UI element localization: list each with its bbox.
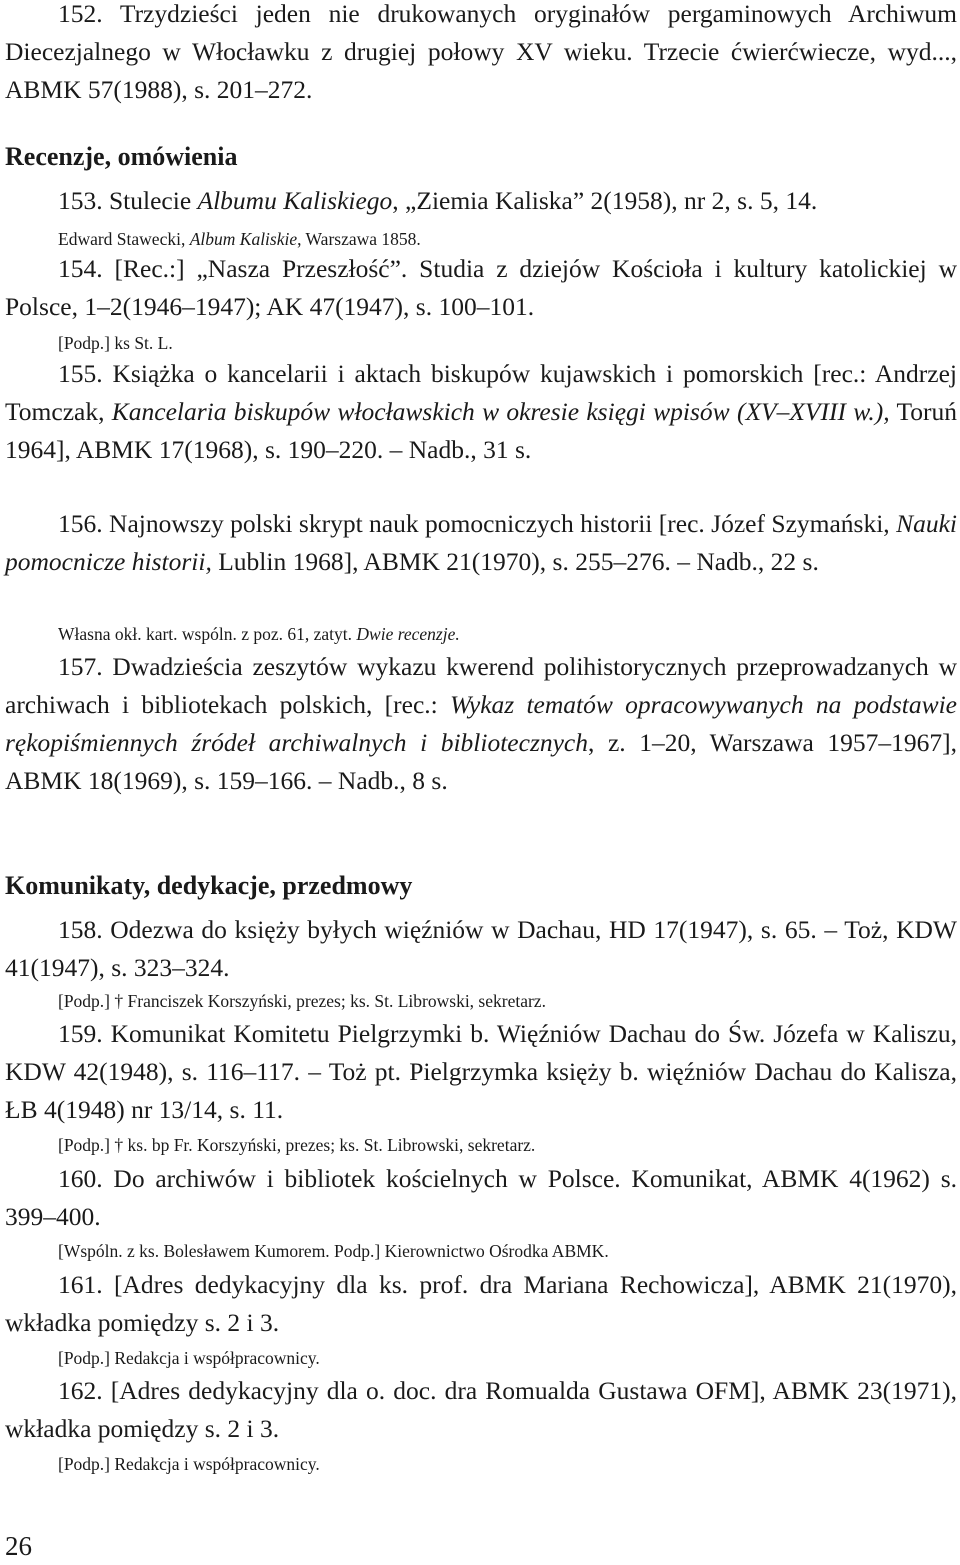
entry-text-italic: Nauki pomocnicze historii, [5, 509, 957, 576]
entry-155 [5, 355, 957, 469]
entry-number: 155. [58, 359, 103, 388]
section-heading-komunikaty: Komunikaty, dedykacje, przedmowy [5, 871, 413, 900]
page-number: 26 [5, 1531, 32, 1561]
entry-number: 152. [58, 0, 103, 28]
entry-text-italic: Albumu Kaliskiego [197, 186, 393, 215]
section-heading-recenzje: Recenzje, omówienia [5, 142, 238, 171]
entry-158 [5, 911, 957, 987]
entry-162 [5, 1372, 957, 1448]
entry-text-pre: Książka o kancelarii i aktach biskupów kujawskich i pomorskich [rec.: Andrzej Tomczak, [5, 359, 957, 426]
note-154: [Podp.] ks St. L. [58, 333, 173, 353]
entry-154 [5, 250, 957, 326]
note-text-post: , Warszawa 1858. [297, 229, 421, 249]
entry-text-post: Lublin 1968], ABMK 21(1970), s. 255–276. – Nadb., 22 s. [211, 547, 819, 576]
entry-161 [5, 1266, 957, 1342]
entry-number: 162. [58, 1376, 103, 1405]
entry-text: Trzydzieści jeden nie drukowanych oryginałów pergaminowych Archiwum Diecezjalnego w Włocławku z drugiej połowy XV wieku. Trzecie ćwierćwiecze, wyd..., ABMK 57(1988), s. 201–272. [5, 0, 957, 104]
note-159: [Podp.] † ks. bp Fr. Korszyński, prezes; ks. St. Librowski, sekretarz. [58, 1135, 536, 1155]
entry-number: 160. [58, 1164, 103, 1193]
entry-153 [5, 182, 957, 220]
entry-156 [5, 505, 957, 581]
note-text-pre: Własna okł. kart. wspóln. z poz. 61, zatyt. [58, 624, 357, 644]
entry-text-pre: Najnowszy polski skrypt nauk pomocniczych historii [rec. Józef Szymański, [109, 509, 897, 538]
note-text-italic: Dwie recenzje. [356, 624, 460, 644]
note-161: [Podp.] Redakcja i współpracownicy. [58, 1348, 320, 1368]
entry-text: Odezwa do księży byłych więźniów w Dachau, HD 17(1947), s. 65. – Toż, KDW 41(1947), s. 323–324. [5, 915, 957, 982]
entry-152 [5, 0, 957, 109]
entry-160 [5, 1160, 957, 1236]
note-158: [Podp.] † Franciszek Korszyński, prezes; ks. St. Librowski, sekretarz. [58, 991, 546, 1011]
entry-text: [Adres dedykacyjny dla o. doc. dra Romualda Gustawa OFM], ABMK 23(1971), wkładka pomiędzy s. 2 i 3. [5, 1376, 957, 1443]
entry-number: 154. [58, 254, 103, 283]
entry-text-post: , „Ziemia Kaliska” 2(1958), nr 2, s. 5, 14. [392, 186, 818, 215]
entry-number: 161. [58, 1270, 103, 1299]
entry-text: Komunikat Komitetu Pielgrzymki b. Więźniów Dachau do Św. Józefa w Kaliszu, KDW 42(1948), s. 116–117. – Toż pt. Pielgrzymka księży b. więźniów Dachau do Kalisza, ŁB 4(1948) nr 13/14, s. 11. [5, 1019, 957, 1124]
entry-number: 156. [58, 509, 103, 538]
note-text-italic: Album Kaliskie [189, 229, 298, 249]
note-160: [Wspóln. z ks. Bolesławem Kumorem. Podp.] Kierownictwo Ośrodka ABMK. [58, 1241, 609, 1261]
entry-text-italic: Wykaz tematów opracowywanych na podstawie rękopiśmiennych źródeł archiwalnych i bibliotecznych [5, 690, 957, 757]
entry-text: Do archiwów i bibliotek kościelnych w Polsce. Komunikat, ABMK 4(1962) s. 399–400. [5, 1164, 957, 1231]
entry-text: [Rec.:] „Nasza Przeszłość”. Studia z dziejów Kościoła i kultury katolickiej w Polsce, 1–2(1946–1947); AK 47(1947), s. 100–101. [5, 254, 957, 321]
note-156 [5, 619, 460, 649]
entry-159 [5, 1015, 957, 1129]
entry-text-italic: Kancelaria biskupów włocławskich w okresie księgi wpisów (XV–XVIII w.), [111, 397, 890, 426]
entry-text-pre: Dwadzieścia zeszytów wykazu kwerend polihistorycznych przeprowadzanych w archiwach i bibliotekach polskich, [rec.: [5, 652, 957, 719]
note-text-pre: Edward Stawecki, [58, 229, 190, 249]
entry-text-post: , z. 1–20, Warszawa 1957–1967], ABMK 18(1969), s. 159–166. – Nadb., 8 s. [5, 728, 957, 795]
entry-text-pre: Stulecie [109, 186, 198, 215]
entry-text: [Adres dedykacyjny dla ks. prof. dra Mariana Rechowicza], ABMK 21(1970), wkładka pomiędzy s. 2 i 3. [5, 1270, 958, 1337]
entry-number: 153. [58, 186, 103, 215]
entry-number: 158. [58, 915, 103, 944]
entry-157 [5, 648, 957, 800]
entry-number: 157. [58, 652, 103, 681]
entry-number: 159. [58, 1019, 103, 1048]
note-162: [Podp.] Redakcja i współpracownicy. [58, 1454, 320, 1474]
entry-text-post: Toruń 1964], ABMK 17(1968), s. 190–220. – Nadb., 31 s. [5, 397, 957, 464]
